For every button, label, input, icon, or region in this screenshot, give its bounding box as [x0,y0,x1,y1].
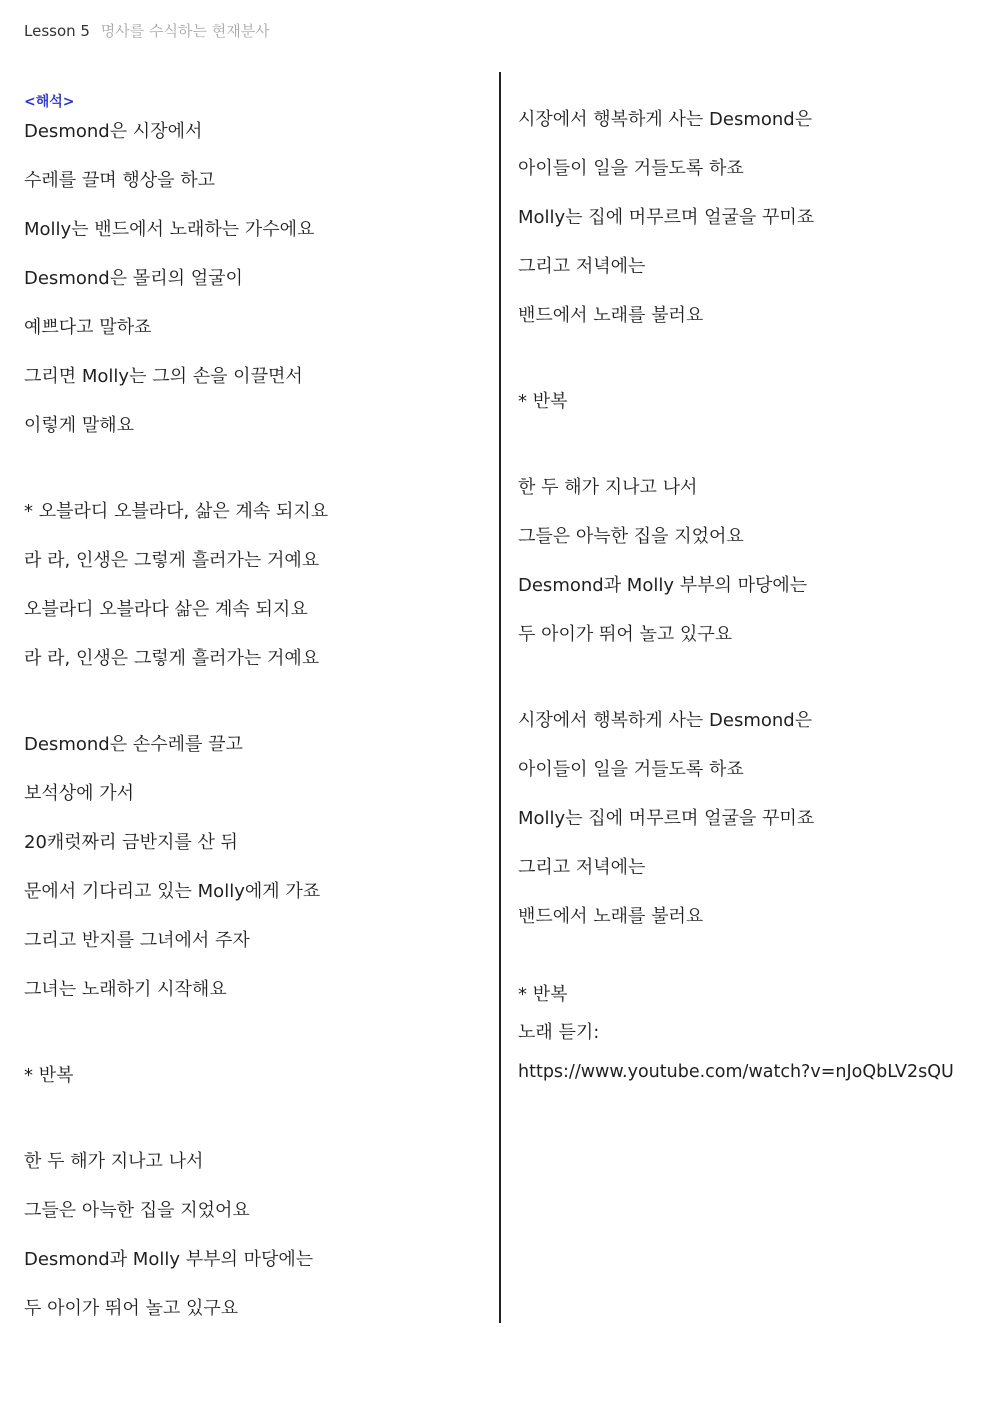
lyric-line: 예쁘다고 말하죠 [24,317,152,338]
lyric-line: 그리고 저녁에는 [518,256,646,277]
repeat-marker: * 반복 [518,391,568,412]
chorus-line: 라 라, 인생은 그렇게 흘러가는 거예요 [24,550,320,571]
lyric-line: 수레를 끌며 행상을 하고 [24,170,216,191]
lyric-line: 그들은 아늑한 집을 지었어요 [24,1200,250,1221]
lyric-line: 그녀는 노래하기 시작해요 [24,979,227,1000]
lyric-line: Molly는 집에 머무르며 얼굴을 꾸미죠 [518,808,815,829]
lyric-line: 시장에서 행복하게 사는 Desmond은 [518,109,813,130]
lyric-line: 두 아이가 뛰어 놀고 있구요 [518,624,733,645]
lyric-line: 밴드에서 노래를 불러요 [518,906,704,927]
lesson-number: Lesson 5 [24,22,90,40]
lyric-line: Desmond과 Molly 부부의 마당에는 [24,1249,314,1270]
lyric-line: 그리고 저녁에는 [518,857,646,878]
lyric-line: 두 아이가 뛰어 놀고 있구요 [24,1298,239,1319]
lyric-line: 보석상에 가서 [24,783,135,804]
lyric-line: 그들은 아늑한 집을 지었어요 [518,526,744,547]
lyric-line: 밴드에서 노래를 불러요 [518,305,704,326]
lyric-line: 이렇게 말해요 [24,415,135,436]
repeat-marker: * 반복 [518,984,568,1005]
translation-label: <해석> [24,94,75,110]
lyric-line: Molly는 집에 머무르며 얼굴을 꾸미죠 [518,207,815,228]
lyric-line: 그리고 반지를 그녀에서 주자 [24,930,250,951]
lyric-line: 시장에서 행복하게 사는 Desmond은 [518,710,813,731]
lyric-line: Molly는 밴드에서 노래하는 가수에요 [24,219,315,240]
lyric-line: Desmond은 시장에서 [24,121,203,142]
chorus-line: * 오블라디 오블라다, 삶은 계속 되지요 [24,501,329,522]
page-header [24,20,270,42]
youtube-link[interactable]: https://www.youtube.com/watch?v=nJoQbLV2sQU [518,1062,954,1082]
lyric-line: Desmond은 손수레를 끌고 [24,734,243,755]
lyric-line: 아이들이 일을 거들도록 하죠 [518,158,744,179]
lyric-line: 20캐럿짜리 금반지를 산 뒤 [24,832,238,853]
lyric-line: 한 두 해가 지나고 나서 [518,477,698,498]
lyric-line: 한 두 해가 지나고 나서 [24,1151,204,1172]
lyric-line: 그리면 Molly는 그의 손을 이끌면서 [24,366,303,387]
listen-label: 노래 듣기: [518,1022,600,1043]
chorus-line: 오블라디 오블라다 삶은 계속 되지요 [24,599,308,620]
column-divider [499,72,501,1323]
chorus-line: 라 라, 인생은 그렇게 흘러가는 거예요 [24,648,320,669]
lyric-line: 문에서 기다리고 있는 Molly에게 가죠 [24,881,321,902]
repeat-marker: * 반복 [24,1065,74,1086]
lyric-line: Desmond은 몰리의 얼굴이 [24,268,243,289]
lyric-line: 아이들이 일을 거들도록 하죠 [518,759,744,780]
lesson-topic: 명사를 수식하는 현재분사 [100,22,270,40]
lyric-line: Desmond과 Molly 부부의 마당에는 [518,575,808,596]
